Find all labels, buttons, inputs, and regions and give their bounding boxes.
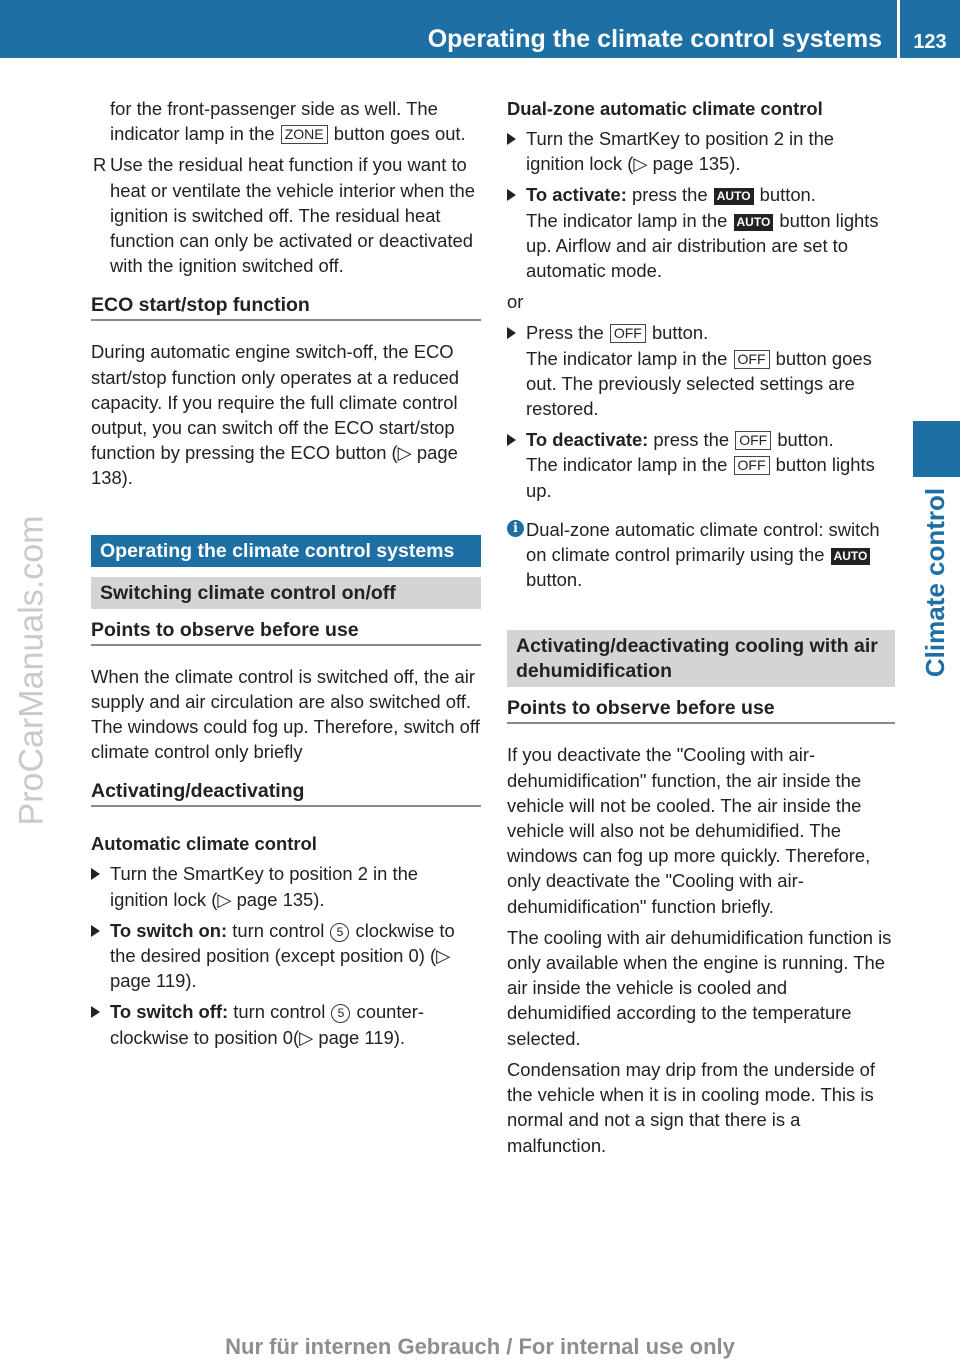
points-paragraph-left: When the climate control is switched off, the air supply and air circulation are also switched off. The windows could fog up. Therefore, switch off climate control only briefly (91, 665, 480, 763)
info-note: i Dual-zone automatic climate control: switch on climate control primarily using the AUTO button. (507, 517, 895, 593)
cooling-section-title: Activating/deactivating cooling with air dehumidification (507, 630, 895, 687)
eco-heading: ECO start/stop function (91, 292, 481, 321)
footer-note: Nur für internen Gebrauch / For internal use only (225, 1334, 735, 1359)
chapter-side-label: Climate control (920, 487, 951, 678)
step-arrow-icon (507, 133, 516, 145)
step-switch-off: To switch off: turn control 5 counter-clockwise to position 0(▷ page 119). (91, 999, 481, 1049)
points-heading-left: Points to observe before use (91, 617, 481, 646)
intro-paragraph: for the front-passenger side as well. The indicator lamp in the ZONE button goes out. (110, 98, 466, 145)
control-5-icon: 5 (331, 1004, 350, 1023)
zone-button-icon: ZONE (281, 125, 328, 144)
info-icon: i (507, 520, 524, 537)
step-smartkey-right: Turn the SmartKey to position 2 in the ignition lock (▷ page 135). (507, 126, 895, 176)
residual-heat-bullet: R Use the residual heat function if you want to heat or ventilate the vehicle interior when the ignition is switched off. The residual heat function can only be activated or deactivated with the ignition switched off. (93, 154, 475, 277)
page-header (0, 0, 960, 58)
subsection-title: Switching climate control on/off (91, 577, 481, 609)
step-arrow-icon (91, 1006, 100, 1018)
step-arrow-icon (507, 327, 516, 339)
automatic-climate-heading: Automatic climate control (91, 833, 317, 855)
dual-zone-heading: Dual-zone automatic climate control (507, 98, 823, 119)
step-smartkey-left: Turn the SmartKey to position 2 in the ignition lock (▷ page 135). (91, 861, 481, 911)
step-deactivate: To deactivate: press the OFF button. The indicator lamp in the OFF button lights up. (507, 427, 895, 503)
section-title: Operating the climate control systems (91, 535, 481, 567)
bullet-marker: R (93, 154, 107, 176)
auto-button-icon: AUTO (734, 214, 774, 231)
step-switch-on: To switch on: turn control 5 clockwise to the desired position (except position 0) (▷ page 119). (91, 918, 481, 994)
eco-paragraph: During automatic engine switch-off, the ECO start/stop function only operates at a reduced capacity. If you require the full climate control output, you can switch off the ECO start/stop function by pressing the ECO button (▷ page 138). (91, 341, 460, 489)
control-5-icon: 5 (330, 923, 349, 942)
off-button-icon: OFF (735, 431, 771, 450)
watermark: ProCarManuals.com (12, 515, 51, 825)
step-arrow-icon (91, 868, 100, 880)
step-press-off: Press the OFF button. The indicator lamp in the OFF button goes out. The previously selected settings are restored. (507, 320, 895, 421)
off-button-icon: OFF (610, 324, 646, 343)
header-title: Operating the climate control systems (427, 25, 882, 53)
cooling-paragraph-2: The cooling with air dehumidification function is only available when the engine is running. The air inside the vehicle is cooled and dehumidified according to the temperature selected. (507, 926, 892, 1049)
step-arrow-icon (507, 434, 516, 446)
auto-button-icon: AUTO (714, 188, 754, 205)
chapter-tab-marker (913, 421, 960, 477)
step-arrow-icon (507, 189, 516, 201)
step-arrow-icon (91, 925, 100, 937)
points-heading-right: Points to observe before use (507, 695, 895, 724)
page-number: 123 (913, 31, 947, 53)
right-column (507, 96, 895, 1164)
activating-heading: Activating/deactivating (91, 778, 481, 807)
auto-button-icon: AUTO (831, 548, 871, 565)
cooling-paragraph-1: If you deactivate the "Cooling with air-dehumidification" function, the air inside the vehicle will not be cooled. The air inside the vehicle will also not be dehumidified. The windows can fog up more quickly. Therefore, only deactivate the "Cooling with air-dehumidification" function briefly. (507, 744, 871, 917)
cooling-paragraph-3: Condensation may drip from the underside of the vehicle when it is in cooling mode. This is normal and not a sign that there is a malfunction. (507, 1058, 876, 1156)
or-text: or (507, 291, 524, 313)
left-column (91, 96, 481, 1056)
off-button-icon: OFF (734, 350, 770, 369)
off-button-icon: OFF (734, 456, 770, 475)
step-activate: To activate: press the AUTO button. The indicator lamp in the AUTO button lights up. Airflow and air distribution are set to automatic mode. (507, 182, 895, 283)
